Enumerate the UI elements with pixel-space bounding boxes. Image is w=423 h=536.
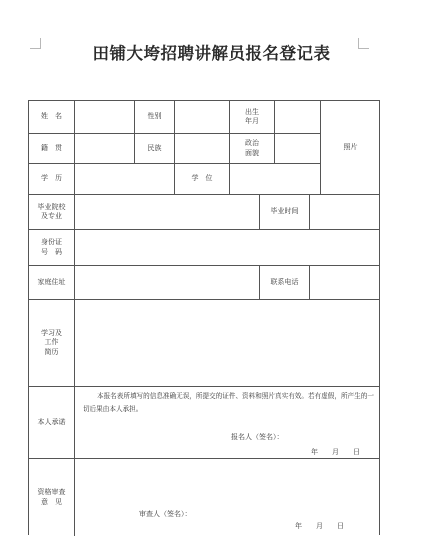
native-place-field[interactable] xyxy=(75,134,135,164)
label-phone: 联系电话 xyxy=(260,266,310,300)
registration-form-table xyxy=(28,100,380,535)
label-degree: 学 位 xyxy=(175,164,230,195)
graduation-time-field[interactable] xyxy=(310,195,380,230)
pledge-text: 本报名表所填写的信息准确无误，所提交的证件、资料和照片真实有效。若有虚假，所产生的一切后果由本人承担。 xyxy=(83,392,374,413)
review-signer-label: 审查人（签名）： xyxy=(139,510,192,518)
name-field[interactable] xyxy=(75,101,135,134)
home-address-field[interactable] xyxy=(75,266,260,300)
birth-date-field[interactable] xyxy=(275,101,321,134)
form-title: 田铺大垮招聘讲解员报名登记表 xyxy=(92,44,331,63)
phone-field[interactable] xyxy=(310,266,380,300)
pledge-signer-label: 报名人（签名）： xyxy=(231,433,284,441)
label-gender: 性别 xyxy=(135,101,175,134)
photo-box[interactable]: 照片 xyxy=(321,101,380,195)
label-resume: 学习及 工作 简历 xyxy=(29,300,75,387)
label-review: 资格审查 意 见 xyxy=(29,459,75,536)
label-home-address: 家庭住址 xyxy=(29,266,75,300)
label-political-status: 政治 面貌 xyxy=(230,134,275,164)
label-native-place: 籍 贯 xyxy=(29,134,75,164)
pledge-date: 年 月 日 xyxy=(311,448,360,456)
label-education: 学 历 xyxy=(29,164,75,195)
label-graduation-time: 毕业时间 xyxy=(260,195,310,230)
label-id-number: 身份证 号 码 xyxy=(29,230,75,266)
review-date: 年 月 日 xyxy=(295,522,344,530)
review-section xyxy=(75,459,380,536)
school-major-field[interactable] xyxy=(75,195,260,230)
id-number-field[interactable] xyxy=(75,230,380,266)
political-status-field[interactable] xyxy=(275,134,321,164)
education-field[interactable] xyxy=(75,164,175,195)
resume-field[interactable] xyxy=(75,300,380,387)
ethnicity-field[interactable] xyxy=(175,134,230,164)
label-name: 姓 名 xyxy=(29,101,75,134)
label-ethnicity: 民族 xyxy=(135,134,175,164)
pledge-section xyxy=(75,387,380,459)
label-school-major: 毕业院校 及专业 xyxy=(29,195,75,230)
degree-field[interactable] xyxy=(230,164,321,195)
gender-field[interactable] xyxy=(175,101,230,134)
label-pledge: 本人承诺 xyxy=(29,387,75,459)
label-birth-date: 出生 年月 xyxy=(230,101,275,134)
